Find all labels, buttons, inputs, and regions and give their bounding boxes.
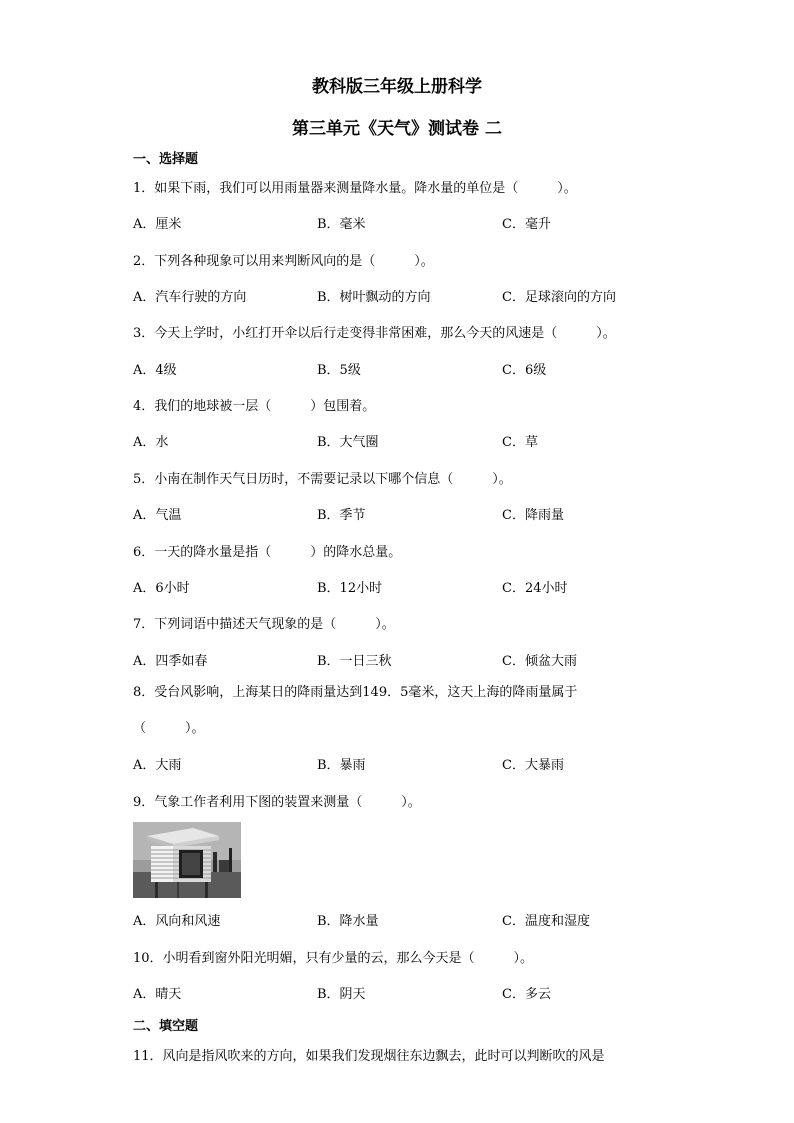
- question-3-option-b: B．5级: [317, 363, 361, 378]
- question-5-option-a: A．气温: [133, 508, 182, 523]
- question-3: 3．今天上学时，小红打开伞以后行走变得非常困难，那么今天的风速是（ ）。: [133, 326, 616, 341]
- question-2-option-b: B．树叶飘动的方向: [317, 290, 431, 305]
- question-1-option-c: C．毫升: [502, 217, 551, 232]
- question-9-option-b: B．降水量: [317, 914, 379, 929]
- question-3-option-a: A．4级: [133, 363, 177, 378]
- question-8-option-b: B．暴雨: [317, 758, 366, 773]
- question-10-option-c: C．多云: [502, 987, 551, 1002]
- question-8-option-c: C．大暴雨: [502, 758, 564, 773]
- question-2-option-a: A．汽车行驶的方向: [133, 290, 247, 305]
- question-4: 4．我们的地球被一层（ ）包围着。: [133, 399, 376, 414]
- question-7-option-b: B．一日三秋: [317, 654, 392, 669]
- question-4-option-a: A．水: [133, 435, 169, 450]
- question-3-option-c: C．6级: [502, 363, 547, 378]
- question-7-option-c: C．倾盆大雨: [502, 654, 577, 669]
- question-5-option-b: B．季节: [317, 508, 366, 523]
- question-1-option-a: A．厘米: [133, 217, 182, 232]
- question-5: 5．小南在制作天气日历时，不需要记录以下哪个信息（ ）。: [133, 472, 512, 487]
- question-8: 8．受台风影响，上海某日的降雨量达到149．5毫米，这天上海的降雨量属于: [133, 685, 578, 700]
- question-10-option-a: A．晴天: [133, 987, 182, 1002]
- question-7-option-a: A．四季如春: [133, 654, 208, 669]
- question-6-option-c: C．24小时: [502, 581, 568, 596]
- question-9: 9．气象工作者利用下图的装置来测量（ ）。: [133, 795, 421, 810]
- question-10: 10．小明看到窗外阳光明媚，只有少量的云，那么今天是（ ）。: [133, 951, 534, 966]
- question-8-continuation: （ ）。: [133, 721, 205, 736]
- exam-subtitle: 第三单元《天气》测试卷 二: [292, 119, 502, 139]
- question-10-option-b: B．阴天: [317, 987, 366, 1002]
- question-2-option-c: C．足球滚向的方向: [502, 290, 616, 305]
- question-9-option-a: A．风向和风速: [133, 914, 221, 929]
- question-6-option-a: A．6小时: [133, 581, 190, 596]
- question-6-option-b: B．12小时: [317, 581, 383, 596]
- question-4-option-c: C．草: [502, 435, 538, 450]
- question-5-option-c: C．降雨量: [502, 508, 564, 523]
- question-7: 7．下列词语中描述天气现象的是（ ）。: [133, 617, 395, 632]
- question-9-option-c: C．温度和湿度: [502, 914, 590, 929]
- section-heading-fill: 二、填空题: [133, 1019, 199, 1034]
- question-1: 1．如果下雨，我们可以用雨量器来测量降水量。降水量的单位是（ ）。: [133, 181, 577, 196]
- stevenson-screen-image: [133, 822, 241, 898]
- question-4-option-b: B．大气圈: [317, 435, 379, 450]
- question-1-option-b: B．毫米: [317, 217, 366, 232]
- question-6: 6．一天的降水量是指（ ）的降水总量。: [133, 545, 402, 560]
- weather-station-photo: [133, 822, 241, 898]
- exam-title: 教科版三年级上册科学: [312, 77, 482, 97]
- question-8-option-a: A．大雨: [133, 758, 182, 773]
- section-heading-choice: 一、选择题: [133, 152, 199, 167]
- question-11: 11．风向是指风吹来的方向，如果我们发现烟往东边飘去，此时可以判断吹的风是: [133, 1049, 605, 1064]
- question-2: 2．下列各种现象可以用来判断风向的是（ ）。: [133, 254, 434, 269]
